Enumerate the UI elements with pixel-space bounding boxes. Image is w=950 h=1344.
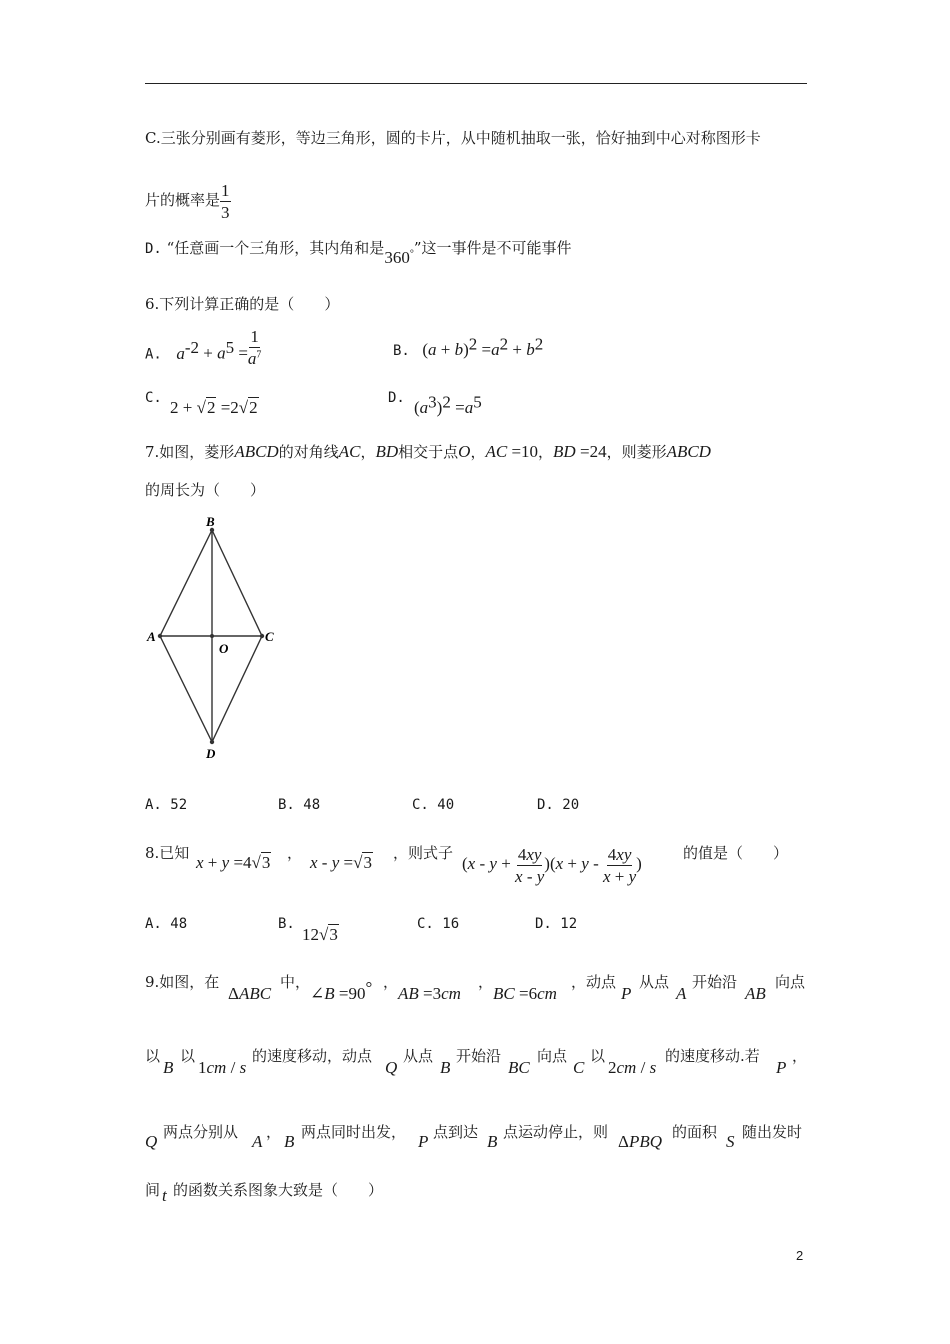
- q9-point-a: A: [676, 984, 687, 1003]
- q9-point-p-2: P: [776, 1058, 787, 1077]
- q8-condition-2: x - y =√3: [310, 853, 372, 872]
- q9-xiangdian: 向点: [775, 973, 806, 991]
- q7-option-c: C. 40: [412, 797, 455, 813]
- q9-triangle-pbq: ΔPBQ: [618, 1132, 662, 1151]
- q9-speed-end: 的速度移动.若: [665, 1047, 760, 1065]
- q9-cong: 从点: [639, 973, 670, 991]
- q6-option-a: A. $a^{-2} + a^5$ = $\frac{1}{a^7}$: [145, 327, 262, 368]
- q9-speed-text: 的速度移动，动点: [252, 1047, 373, 1065]
- label-c: C: [265, 629, 274, 644]
- q7-option-a: A. 52: [145, 797, 188, 813]
- q9-comma-1: ，: [383, 973, 399, 991]
- q8-condition-1: x + y =4√3: [196, 853, 271, 872]
- q9-point-p: P: [621, 984, 632, 1003]
- q9-yi: 以: [145, 1047, 161, 1065]
- q9-comma-2: ，: [478, 973, 494, 991]
- q9-point-b-4: B: [487, 1132, 498, 1151]
- q9-bc-length: BC =6cm: [493, 984, 557, 1003]
- q9-line3-e: 的面积: [672, 1123, 718, 1141]
- label-d: D: [206, 746, 216, 761]
- q9-zhong: 中，: [280, 973, 311, 991]
- q9-segment-bc: BC: [508, 1058, 530, 1077]
- q9-yi-2: 以: [180, 1047, 196, 1065]
- q8-option-b: B.: [278, 916, 295, 932]
- q7-option-b: B. 48: [278, 797, 321, 813]
- q7-stem-line2: 的周长为（ ）: [145, 481, 266, 499]
- q9-speed-q: 2cm / s: [608, 1058, 657, 1077]
- q6-stem: 6.下列计算正确的是（ ）: [145, 295, 340, 313]
- label-o: O: [219, 641, 229, 656]
- q9-dongdian: ，动点: [571, 973, 617, 991]
- q9-stem-start: 9.如图，在: [145, 973, 220, 991]
- q5-option-c-line2: 片的概率是 $\frac{1}{3}$: [145, 180, 230, 222]
- q9-line4-b: 的函数关系图象大致是（ ）: [173, 1181, 384, 1199]
- q9-point-q: Q: [385, 1058, 398, 1077]
- q6-option-d: D.: [388, 390, 405, 406]
- q9-angle-b: ∠B =90°: [310, 978, 373, 1003]
- q8-expression: (x - y + $\frac{4xy}{x - y}$ )(x + y - $\frac{4xy}{x + y}$ ): [462, 844, 642, 886]
- q9-var-s: S: [726, 1132, 735, 1151]
- q9-ab-length: AB =3cm: [398, 984, 461, 1003]
- q6-option-c-expr: 2 + √2 =2√2: [170, 398, 258, 417]
- q9-point-q-2: Q: [145, 1132, 158, 1151]
- q8-option-a: A. 48: [145, 916, 188, 932]
- q6-option-d-expr: $(a^3)^2 =a^5$: [414, 392, 482, 417]
- label-b: B: [206, 514, 215, 529]
- q8-stem-label: 8.已知: [145, 844, 190, 862]
- q8-value-text: 的值是（ ）: [683, 844, 789, 862]
- q9-point-a-2: A: [252, 1132, 263, 1151]
- q5-option-c-line1: C.三张分别画有菱形，等边三角形，圆的卡片，从中随机抽取一张，恰好抽到中心对称图形卡: [145, 129, 761, 147]
- q7-option-d: D. 20: [537, 797, 580, 813]
- q6-option-b: B. $(a + b)^2 =a^2 + b^2$: [393, 334, 544, 359]
- q9-line3-b: 两点同时出发，: [301, 1123, 407, 1141]
- q9-point-b-2: B: [440, 1058, 451, 1077]
- q9-point-c: C: [573, 1058, 585, 1077]
- q8-option-b-expr: 12√3: [302, 925, 338, 944]
- q9-line3-f: 随出发时: [742, 1123, 803, 1141]
- q8-option-c: C. 16: [417, 916, 460, 932]
- q8-option-d: D. 12: [535, 916, 578, 932]
- q9-yi-3: 以: [590, 1047, 606, 1065]
- rhombus-figure: [140, 510, 290, 765]
- q5-option-d: D. “任意画一个三角形，其内角和是360°”这一事件是不可能事件: [145, 239, 572, 267]
- q9-kaishi-2: 开始沿: [456, 1047, 502, 1065]
- q9-line3-c: 点到达: [433, 1123, 479, 1141]
- q9-cong-2: 从点: [403, 1047, 434, 1065]
- label-a: A: [147, 629, 156, 644]
- q9-segment-ab: AB: [745, 984, 766, 1003]
- q9-kaishi: 开始沿: [692, 973, 738, 991]
- q8-comma: ，: [287, 844, 303, 862]
- q9-line3-a: 两点分别从: [163, 1123, 239, 1141]
- q9-triangle-abc: ΔABC: [228, 984, 272, 1003]
- header-rule: [145, 83, 807, 84]
- q7-stem-line1: 7.如图，菱形ABCD的对角线AC，BD相交于点O，AC =10，BD =24，则菱形ABCD: [145, 442, 711, 461]
- q9-line4-a: 间: [145, 1181, 161, 1199]
- q8-then: ，则式子: [393, 844, 454, 862]
- page-number: 2: [796, 1248, 804, 1263]
- q9-line3-d: 点运动停止，则: [503, 1123, 609, 1141]
- q9-comma-4: ，: [266, 1123, 282, 1141]
- q9-comma-3: ，: [792, 1047, 808, 1065]
- q9-xiangdian-2: 向点: [537, 1047, 568, 1065]
- q9-point-b-1: B: [163, 1058, 174, 1077]
- q9-point-b-3: B: [284, 1132, 295, 1151]
- fraction-one-third: $\frac{1}{3}$: [221, 180, 230, 222]
- q9-speed-p: 1cm / s: [198, 1058, 247, 1077]
- q6-option-c: C.: [145, 390, 162, 406]
- q9-var-t: t: [162, 1186, 167, 1205]
- q9-point-p-3: P: [418, 1132, 429, 1151]
